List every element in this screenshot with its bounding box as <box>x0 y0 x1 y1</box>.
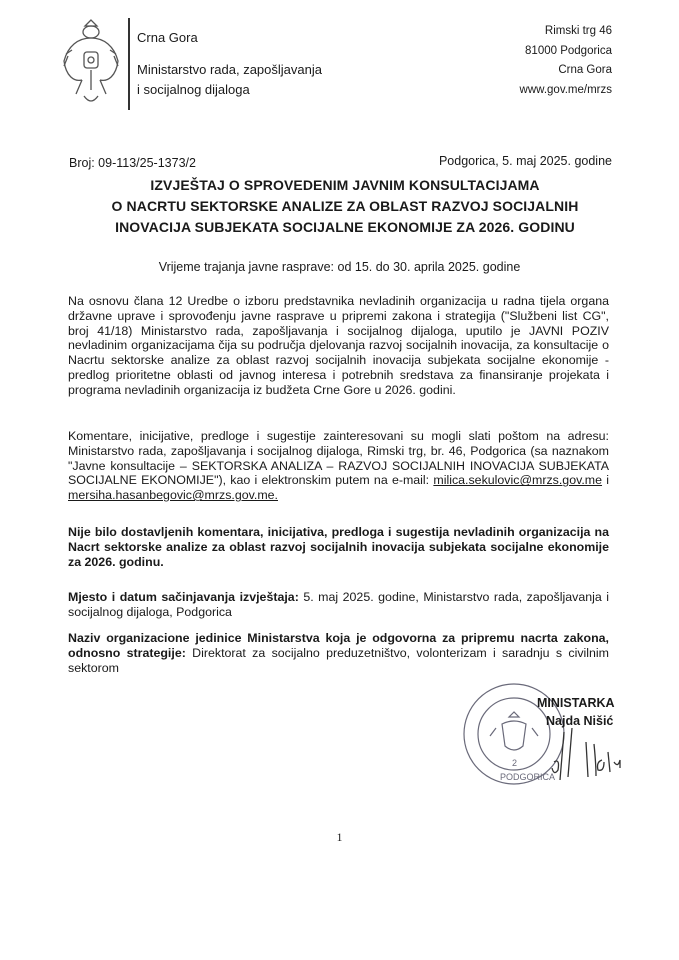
signatory-role: MINISTARKA <box>537 696 615 710</box>
svg-text:2: 2 <box>512 758 518 768</box>
coat-of-arms-emblem <box>60 16 122 111</box>
address-city: 81000 Podgorica <box>525 44 612 57</box>
place-date-label: Mjesto i datum sačinjavanja izvještaja: <box>68 590 299 604</box>
svg-text:PODGORICA: PODGORICA <box>500 772 556 782</box>
document-title <box>40 175 650 238</box>
consultation-duration: Vrijeme trajanja javne rasprave: od 15. do 30. aprila 2025. godine <box>158 260 521 274</box>
reference-number: Broj: 09-113/25-1373/2 <box>69 156 196 170</box>
paragraph-place-date <box>68 590 609 620</box>
submission-text: Komentare, inicijative, predloge i sugestije zainteresovani su mogli slati poštom na adresu: Ministarstvo rada, zapošljavanja i socijalnog dijaloga, Rimski trg, br. 46, Podgorica (sa naznakom "Javne konsultacije – SEKTORSKA ANALIZA – RAZVOJ SOCIJALNIH INOVACIJA SUBJEKATA SOCIJALNE EKONOMIJE"), kao i elektronskim putem na e-mail: <box>68 429 609 488</box>
header-country: Crna Gora <box>137 30 198 45</box>
paragraph-legal-basis: Na osnovu člana 12 Uredbe o izboru predstavnika nevladinih organizacija u radna tijela organa državne uprave i sprovođenju javne rasprave u pripremi zakona i strategija ("Službeni list CG", broj 41/18) Ministarstvo rada, zapošljavanja i socijalnog dijaloga, uputilo je JAVNI POZIV nevladinim organizacijama čija su područja djelovanja razvoj socijalnih inovacija, za konsultacije o Nacrtu sektorske analize za oblast razvoj socijalnih inovacija subjekata socijalne ekonomije - predlog prioritetne oblasti od javnog interesa i potrebnih sredstava za finansiranje projekata i programa nevladinih organizacija iz budžeta Crne Gore u 2026. godini. <box>68 294 609 397</box>
header-address <box>520 22 612 100</box>
paragraph-no-comments <box>68 525 609 569</box>
address-street: Rimski trg 46 <box>544 25 612 37</box>
paragraph-submission <box>68 429 609 503</box>
email-link-2[interactable]: mersiha.hasanbegovic@mrzs.gov.me. <box>68 488 278 503</box>
handwritten-signature <box>540 722 640 782</box>
place-date-value: 5. maj 2025. godine, Ministarstvo rada, zapošljavanja i socijalnog dijaloga, Podgorica <box>68 590 610 619</box>
org-unit-label: Naziv organizacione jedinice Ministarstva koja je odgovorna za pripremu nacrta zakona, odnosno strategije: <box>68 631 609 660</box>
title-line: O NACRTU SEKTORSKE ANALIZE ZA OBLAST RAZVOJ SOCIJALNIH <box>111 198 579 214</box>
org-unit-value: Direktorat za socijalno preduzetništvo, volonterizam i saradnju s civilnim sektorom <box>68 645 610 675</box>
title-line: INOVACIJA SUBJEKATA SOCIJALNE EKONOMIJE ZA 2026. GODINU <box>115 219 575 235</box>
header-ministry-line1: Ministarstvo rada, zapošljavanja <box>137 62 322 77</box>
header-ministry-line2: i socijalnog dijaloga <box>137 82 250 97</box>
document-date: Podgorica, 5. maj 2025. godine <box>438 154 612 168</box>
page-number: 1 <box>336 830 343 844</box>
header-divider <box>128 18 130 110</box>
paragraph-org-unit <box>68 631 609 675</box>
address-country: Crna Gora <box>558 64 612 76</box>
title-line: IZVJEŠTAJ O SPROVEDENIM JAVNIM KONSULTACIJAMA <box>150 177 540 193</box>
email-joiner: i <box>602 473 610 488</box>
signatory-name: Najda Nišić <box>546 714 614 728</box>
no-comments-text: Nije bilo dostavljenih komentara, inicijativa, predloga i sugestija nevladinih organizacija na Nacrt sektorske analize za oblast razvoj socijalnih inovacija subjekata socijalne ekonomije za 2026. godinu. <box>68 525 609 569</box>
address-website: www.gov.me/mrzs <box>519 83 612 96</box>
email-link-1[interactable]: milica.sekulovic@mrzs.gov.me <box>433 473 603 488</box>
